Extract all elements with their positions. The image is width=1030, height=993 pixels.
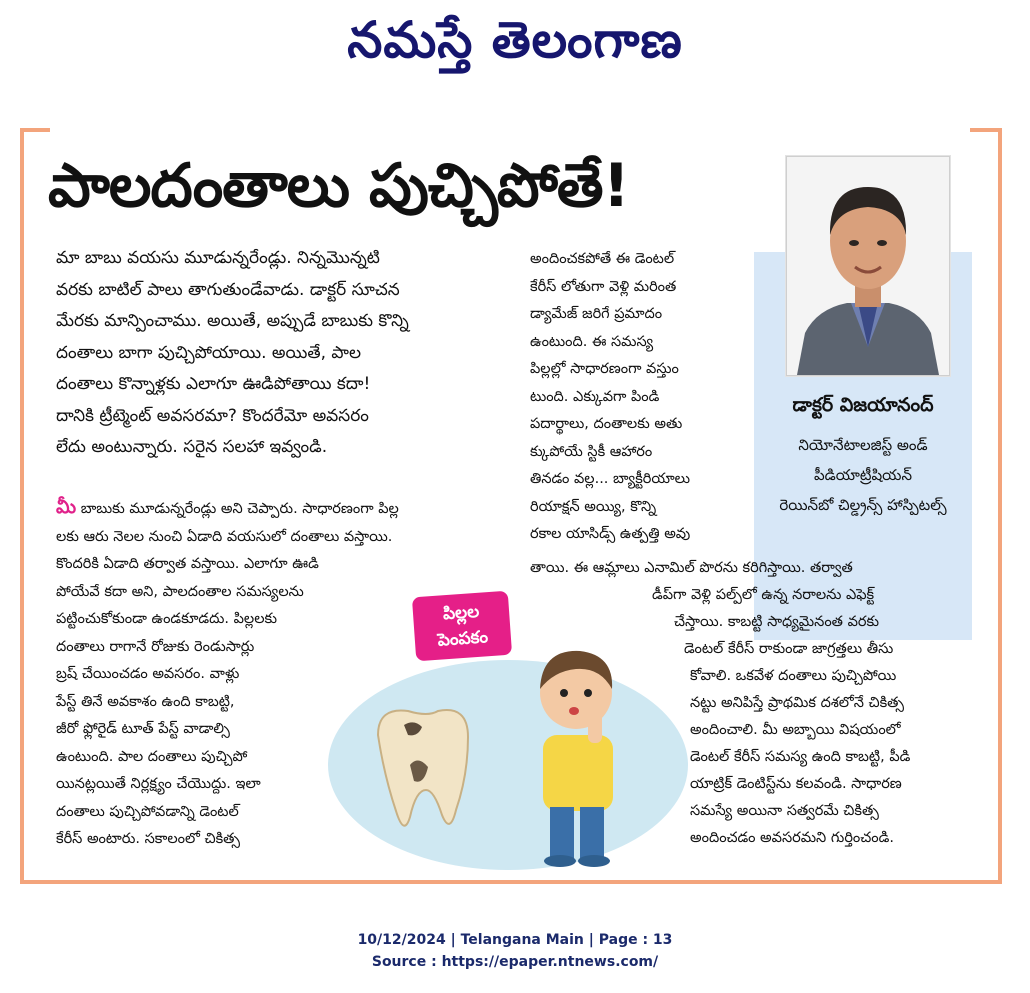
doctor-photo (786, 156, 950, 376)
answer-first-line (56, 494, 496, 524)
answer-line: ఉంటుంది. ఈ సమస్య (530, 333, 654, 350)
answer-line: కేరీస్ లోతుగా వెళ్లి మరింత (530, 278, 677, 295)
frame-left (20, 128, 24, 884)
answer-line: రకాల యాసిడ్స్ ఉత్పత్తి అవు (530, 526, 691, 542)
doctor-name: డాక్టర్ విజయానంద్ (792, 394, 934, 416)
answer-line: బ్రష్ చేయించడం అవసరం. వాళ్లు (56, 666, 240, 682)
answer-line: డెంటల్ కేరీస్ రాకుండా జాగ్రత్తలు తీసు (684, 641, 894, 657)
frame-top-left (20, 128, 50, 132)
doctor-title-line: రెయిన్‌బో చిల్డ్రన్స్ హాస్పిటల్స్ (779, 496, 947, 514)
answer-line: సమస్యే అయినా సత్వరమే చికిత్స (690, 803, 879, 819)
question-line: మేరకు మాన్పించాము. అయితే, అప్పుడే బాబుకు కొన్ని (56, 311, 409, 331)
answer-line: దంతాలు పుచ్చిపోవడాన్ని డెంటల్ (56, 803, 239, 820)
answer-line: పిల్లల్లో సాధారణంగా వస్తుం (530, 361, 679, 377)
doctor-portrait-icon (787, 157, 949, 375)
answer-mid-column (530, 246, 740, 549)
question-line: మా బాబు వయసు మూడున్నరేండ్లు. నిన్నమొన్నటి (56, 248, 380, 268)
answer-line: నట్టు అనిపిస్తే ప్రాథమిక దశలోనే చికిత్స (690, 695, 905, 711)
drop-word: మీ (56, 496, 77, 518)
answer-line: పేస్ట్ తినే అవకాశం ఉంది కాబట్టి, (56, 693, 235, 710)
question-line: లేదు అంటున్నారు. సరైన సలహా ఇవ్వండి. (56, 437, 328, 457)
answer-line: అందించకపోతే ఈ డెంటల్ (530, 251, 675, 267)
answer-line: తినడం వల్ల... బ్యాక్టీరియాలు (530, 471, 690, 487)
answer-line: టుంది. ఎక్కువగా పిండి (530, 388, 660, 405)
masthead (0, 0, 1030, 80)
question-line: దంతాలు బాగా పుచ్చిపోయాయి. అయితే, పాల (56, 342, 362, 363)
headline: పాలదంతాలు పుచ్చిపోతే! (48, 151, 629, 221)
answer-line: దంతాలు రాగానే రోజుకు రెండుసార్లు (56, 638, 255, 655)
answer-line: రియాక్షన్ అయ్యి, కొన్ని (530, 498, 657, 515)
answer-line: లకు ఆరు నెలల నుంచి ఏడాది వయసులో దంతాలు వస్తాయి. (56, 528, 393, 545)
answer-line: క్కుపోయే స్టికీ ఆహారం (530, 443, 653, 460)
doctor-title (754, 430, 972, 520)
answer-line: అందించాలి. మీ అబ్బాయి విషయంలో (690, 722, 901, 738)
badge-line: పిల్లల (442, 601, 480, 625)
question-line: దానికి ట్రీట్మెంట్ అవసరమా? కొందరేమో అవసరం (56, 405, 369, 426)
answer-line: డెంటల్ కేరీస్ సమస్య ఉంది కాబట్టి, పీడి (690, 749, 911, 765)
answer-line: డ్యామేజ్ జరిగే ప్రమాదం (530, 306, 663, 322)
answer-line: పదార్థాలు, దంతాలకు అతు (530, 416, 683, 432)
answer-line: కోవాలి. ఒకవేళ దంతాలు పుచ్చిపోయి (690, 668, 897, 684)
answer-line: జీరో ఫ్లోరైడ్ టూత్ పేస్ట్ వాడాల్సి (56, 721, 230, 737)
question-line: వరకు బాటిల్ పాలు తాగుతుండేవాడు. డాక్టర్ సూచన (56, 279, 400, 300)
footer-date-line: 10/12/2024 | Telangana Main | Page : 13 (357, 932, 673, 948)
footer-source-line: Source : https://epaper.ntnews.com/ (371, 954, 659, 970)
question (56, 243, 492, 464)
answer-line: పట్టించుకోకుండా ఉండకూడదు. పిల్లలకు (56, 611, 278, 627)
question-line: దంతాలు కొన్నాళ్లకు ఎలాగూ ఊడిపోతాయి కదా! (56, 374, 371, 394)
answer-line: అందించడం అవసరమని గుర్తించండి. (690, 830, 894, 846)
answer-line: యాట్రిక్ డెంటిస్ట్‌ను కలవండి. సాధారణ (690, 776, 902, 792)
answer-line: చేస్తాయి. కాబట్టి సాధ్యమైనంత వరకు (674, 614, 880, 630)
answer-line: తాయి. ఈ ఆమ్లాలు ఎనామిల్ పొరను కరిగిస్తాయి. తర్వాత (530, 560, 853, 576)
answer-line: పోయేవే కదా అని, పాలదంతాల సమస్యలను (56, 583, 304, 600)
doctor-title-line: పీడియాట్రీషియన్ (814, 466, 912, 484)
answer-line: యినట్లయితే నిర్లక్ష్యం చేయొద్దు. ఇలా (56, 776, 261, 792)
answer-line: డీప్‌గా వెళ్లి పల్ప్‌లో ఉన్న నరాలను ఎఫెక్ట్ (652, 587, 875, 603)
answer-line: బాబుకు మూడున్నరేండ్లు అని చెప్పారు. సాధారణంగా పిల్ల (76, 501, 399, 517)
badge-line: పెంపకం (437, 627, 489, 651)
answer-line: కొందరికి ఏడాది తర్వాత వస్తాయి. ఎలాగూ ఊడి (56, 556, 319, 572)
answer-line: కేరీస్ అంటారు. సకాలంలో చికిత్స (56, 831, 241, 847)
answer-left-column (56, 494, 496, 854)
masthead-title: నమస్తే తెలంగాణ (347, 11, 683, 69)
answer-line: ఉంటుంది. పాల దంతాలు పుచ్చిపో (56, 748, 248, 765)
doctor-title-line: నియోనేటాలజిస్ట్ అండ్ (798, 436, 928, 454)
frame-right (998, 128, 1002, 884)
frame-bottom (20, 880, 1002, 884)
